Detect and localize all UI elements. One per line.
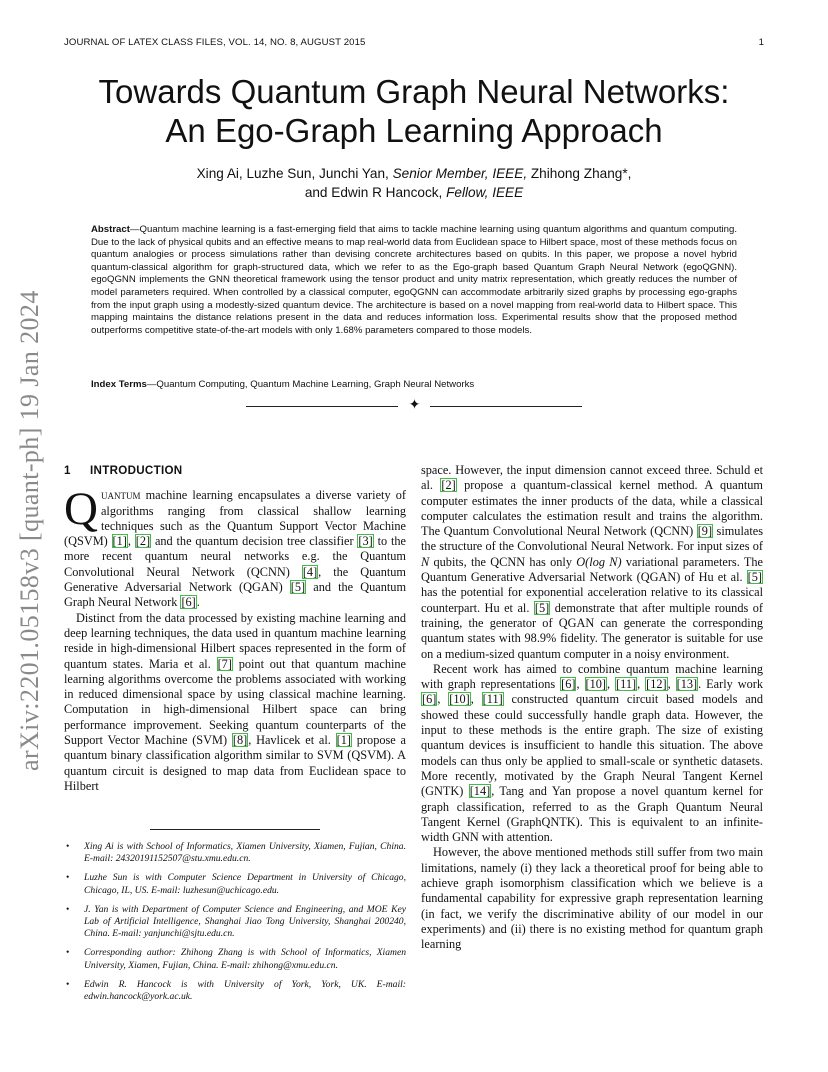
footnote-item: • Edwin R. Hancock is with University of York, York, UK. E-mail: edwin.hancock@york.ac.uk. (84, 979, 406, 1003)
text-run: demonstrate that after multiple rounds of training, the generator of QGAN can generate the corresponding quantum states with 98.9% fidelity. The generator is suitable for use on a medium-sized quantum computer in a noisy environment. (421, 600, 763, 661)
text-run: , (470, 692, 482, 707)
text-run: , Havlicek et al. (248, 733, 336, 748)
index-terms (91, 379, 737, 392)
footnotes (64, 841, 406, 1010)
citation-link[interactable]: [5] (290, 580, 306, 595)
citation-link[interactable]: [13] (676, 677, 698, 692)
citation-link[interactable]: [6] (422, 692, 437, 707)
section-heading (64, 463, 406, 478)
text-run: , (576, 677, 585, 692)
citation-link[interactable]: [7] (217, 656, 232, 671)
footnote-item: • J. Yan is with Department of Computer Science and Engineering, and MOE Key Lab of Artificial Intelligence, Shanghai Jiao Tong University, Shanghai 200240, China. E-mail: yanjunchi@sjtu.edu.cn. (84, 904, 406, 941)
section-title: INTRODUCTION (90, 464, 183, 477)
text-run: , Tang and Yan propose a novel quantum kernel for graph classification, referred to as the Graph Quantum Neural Tangent Kernel (GraphQNTK). This is equivalent to an infinite-width GNN with attention. (421, 784, 763, 845)
footnote-rule (150, 829, 320, 830)
citation-link[interactable]: [9] (697, 524, 713, 539)
intro-paragraph-1 (64, 483, 407, 610)
citation-link[interactable]: [11] (482, 692, 503, 707)
index-terms-text: —Quantum Computing, Quantum Machine Learning, Graph Neural Networks (146, 379, 475, 390)
text-run: , the Quantum Generative Adversarial Network (QGAN) (64, 564, 407, 595)
text-run: Recent work has aimed to combine quantum machine learning with graph representations (421, 661, 763, 692)
text-run: , (127, 534, 135, 549)
left-column (64, 463, 406, 794)
intro-paragraph-2 (64, 611, 406, 795)
text-run: , (667, 677, 676, 692)
text-run: . Early work (698, 677, 764, 692)
text-run: and the quantum decision tree classifier (151, 534, 358, 549)
citation-link[interactable]: [10] (449, 692, 470, 707)
author-list (0, 164, 828, 202)
text-run: , (637, 677, 646, 692)
citation-link[interactable]: [8] (232, 733, 248, 748)
text-run: propose a quantum-classical kernel method. A quantum computer estimates the inner products of the data, while a classical computer calculates the estimation result and trains the algorithm. The Quantum Convolutional Neural Network (QCNN) (421, 478, 763, 539)
page-number: 1 (758, 37, 764, 48)
intro-paragraph-5: However, the above mentioned methods still suffer from two main limitations, namely (i) they lack a theoretical proof for being able to achieve graph isomorphism classification which we believe is a fundamental capability for expressive graph representation learning (in fact, we verify the discriminative ability of our model in our experiments) and (ii) there is no existing method for quantum graph learning (421, 845, 763, 952)
paper-title (0, 72, 828, 150)
text-run: point out that quantum machine learning algorithms overcome the problems associated with working in reduced dimensional space by using classical machine learning. Computation in high-dimensional Hilbert space can bring performance improvement. Seeking quantum counterparts of the Support Vector Machine (SVM) (64, 656, 406, 748)
separator-line-left (246, 406, 398, 407)
text-run: qubits, the QCNN has only (429, 554, 577, 569)
footnote-item: • Luzhe Sun is with Computer Science Department in University of Chicago, Chicago, IL, US. E-mail: luzhesun@uchicago.edu. (84, 872, 406, 896)
text-run: machine learning encapsulates a diverse variety of algorithms ranging from classical shallow learning techniques such as the Quantum Support Vector Machine (QSVM) (64, 488, 406, 549)
abstract (91, 224, 737, 337)
author-role-fellow: Fellow, IEEE (446, 185, 524, 200)
citation-link[interactable]: [14] (469, 784, 491, 799)
dropcap: Q (64, 483, 98, 536)
citation-link[interactable]: [5] (747, 570, 762, 585)
text-run: space. However, the input dimension cannot exceed three. Schuld et al. (421, 463, 763, 493)
text-run: , (437, 692, 449, 707)
authors-names-1: Xing Ai, Luzhe Sun, Junchi Yan, (196, 166, 393, 181)
citation-link[interactable]: [1] (112, 534, 127, 549)
citation-link[interactable]: [5] (534, 600, 550, 615)
authors-names-2: and Edwin R Hancock, (304, 185, 447, 200)
footnote-item: • Xing Ai is with School of Informatics, Xiamen University, Xiamen, Fujian, China. E-mail: 24320191152507@stu.xmu.edu.cn. (84, 841, 406, 865)
intro-paragraph-4 (421, 662, 763, 846)
citation-link[interactable]: [10] (585, 677, 607, 692)
authors-tail-1: Zhihong Zhang*, (527, 166, 632, 181)
math-var: N (421, 554, 430, 569)
separator-star-icon: ✦ (408, 398, 421, 413)
citation-link[interactable]: [6] (181, 595, 196, 610)
text-run: , (607, 677, 616, 692)
text-run: and the Quantum Graph Neural Network (64, 580, 407, 610)
running-header: JOURNAL OF LATEX CLASS FILES, VOL. 14, NO. 8, AUGUST 2015 (64, 37, 366, 48)
text-run: constructed quantum circuit based models and showed these could successfully handle graph data. However, the input to these methods is the entire graph. The size of existing quantum devices is insufficient to handle this situation. The above models can thus only be applied to small-scale or synthetic datasets. More recently, motivated by the Graph Neural Tangent Kernel (GNTK) (421, 692, 764, 799)
citation-link[interactable]: [1] (336, 733, 352, 748)
text-run: propose a quantum binary classification algorithm similar to SVM (QSVM). A quantum circuit is designed to map data from Euclidean space to Hilbert (64, 733, 406, 793)
citation-link[interactable]: [2] (441, 478, 456, 493)
lead-word: uantum (100, 488, 141, 503)
math-expression: O(log N) (576, 554, 622, 569)
text-run: Distinct from the data processed by existing machine learning and deep learning techniques, the data used in quantum machine learning reside in high-dimensional Hilbert spaces represented in the form of quantum states. Maria et al. (64, 610, 406, 671)
title-line-2: An Ego-Graph Learning Approach (165, 112, 663, 149)
citation-link[interactable]: [3] (358, 534, 373, 549)
separator-line-right (430, 406, 582, 407)
intro-paragraph-3 (421, 463, 763, 662)
text-run: simulates the structure of the Convolutional Neural Network. For input sizes of (421, 524, 763, 554)
text-run: has the potential for exponential acceleration relative to its classical counterpart. Hu et al. (421, 585, 763, 615)
text-run: variational parameters. The Quantum Generative Adversarial Network (QGAN) of Hu et al. (421, 554, 763, 585)
text-run: to the more recent quantum neural networks e.g. the Quantum Convolutional Neural Network (QCNN) (64, 534, 406, 579)
abstract-label: Abstract (91, 224, 130, 235)
title-line-1: Towards Quantum Graph Neural Networks: (98, 73, 730, 110)
footnote-item: • Corresponding author: Zhihong Zhang is with School of Informatics, Xiamen University, Xiamen, Fujian, China. E-mail: zhihong@xmu.edu.cn. (84, 947, 406, 971)
citation-link[interactable]: [4] (302, 564, 318, 579)
citation-link[interactable]: [2] (135, 534, 151, 549)
section-number: 1 (64, 464, 71, 477)
abstract-text: —Quantum machine learning is a fast-emerging field that aims to tackle machine learning using quantum algorithms and quantum computing. Due to the lack of physical qubits and an effective means to map real-world data from Euclidean space to Hilbert space, most of these methods focus on quantum analogies or process simulations rather than devising concrete architectures based on qubits. In this paper, we propose a novel hybrid quantum-classical algorithm for graph-structured data, which we refer to as the Ego-graph based Quantum Graph Neural Network (egoQGNN). egoQGNN implements the GNN theoretical framework using the tensor product and unity matrix representation, which greatly reduces the number of model parameters required. When controlled by a classical computer, egoQGNN can accommodate arbitrarily sized graphs by processing ego-graphs from the input graph using a modestly-sized quantum device. The architecture is based on a novel mapping from real-world data to Hilbert space. This mapping maintains the distance relations present in the data and reduces information loss. Experimental results show that the proposed method outperforms competitive state-of-the-art models with only 1.68% parameters compared to those models. (91, 224, 737, 336)
text-run: . (196, 595, 200, 610)
arxiv-watermark: arXiv:2201.05158v3 [quant-ph] 19 Jan 2024 (15, 290, 44, 771)
citation-link[interactable]: [12] (646, 677, 667, 692)
index-terms-label: Index Terms (91, 379, 147, 390)
right-column (421, 463, 763, 953)
citation-link[interactable]: [6] (561, 677, 576, 692)
citation-link[interactable]: [11] (616, 677, 637, 692)
author-role-senior: Senior Member, IEEE, (392, 166, 528, 181)
